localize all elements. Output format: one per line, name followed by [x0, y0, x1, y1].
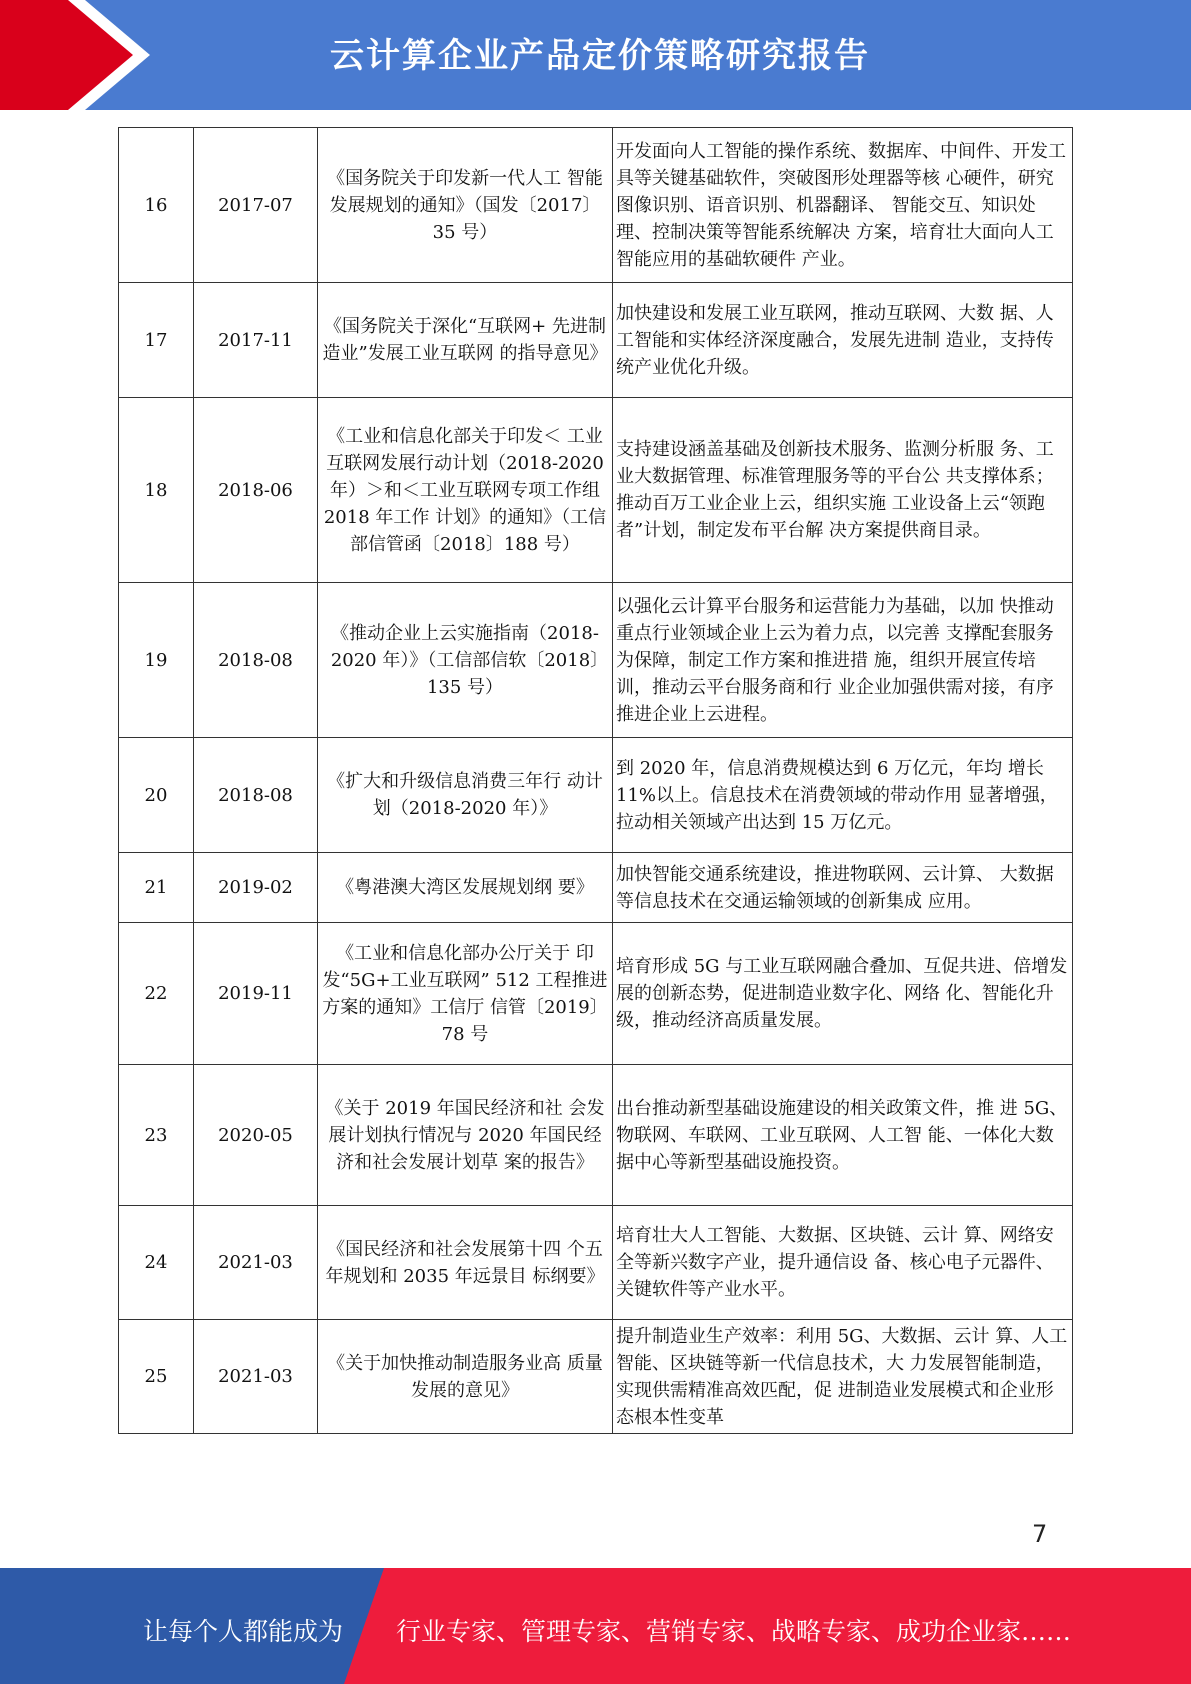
row-date: 2019-11	[194, 923, 318, 1065]
row-document: 《关于 2019 年国民经济和社 会发展计划执行情况与 2020 年国民经济和社会发展计划草 案的报告》	[318, 1065, 613, 1206]
row-content: 培育壮大人工智能、大数据、区块链、云计 算、网络安全等新兴数字产业，提升通信设 备、核心电子元器件、关键软件等产业水平。	[613, 1206, 1073, 1320]
row-date: 2019-02	[194, 853, 318, 923]
row-document: 《工业和信息化部关于印发＜ 工业互联网发展行动计划（2018-2020 年）＞和＜工业互联网专项工作组 2018 年工作 计划》的通知》（工信部信管函〔2018〕188 号）	[318, 398, 613, 583]
row-number: 19	[119, 583, 194, 738]
row-date: 2017-07	[194, 128, 318, 283]
page-number: 7	[1032, 1520, 1048, 1548]
page-header	[0, 0, 1191, 110]
row-number: 18	[119, 398, 194, 583]
row-date: 2017-11	[194, 283, 318, 398]
row-date: 2018-08	[194, 738, 318, 853]
row-number: 25	[119, 1320, 194, 1434]
row-date: 2021-03	[194, 1320, 318, 1434]
table-row	[119, 398, 1073, 583]
row-content: 加快智能交通系统建设，推进物联网、云计算、 大数据等信息技术在交通运输领域的创新集成 应用。	[613, 853, 1073, 923]
row-document: 《粤港澳大湾区发展规划纲 要》	[318, 853, 613, 923]
table-row	[119, 853, 1073, 923]
table-row	[119, 923, 1073, 1065]
row-content: 出台推动新型基础设施建设的相关政策文件，推 进 5G、物联网、车联网、工业互联网、人工智 能、一体化大数据中心等新型基础设施投资。	[613, 1065, 1073, 1206]
row-document: 《扩大和升级信息消费三年行 动计划（2018-2020 年）》	[318, 738, 613, 853]
page-footer	[0, 1568, 1191, 1684]
row-document: 《国民经济和社会发展第十四 个五年规划和 2035 年远景目 标纲要》	[318, 1206, 613, 1320]
table-row	[119, 128, 1073, 283]
row-date: 2020-05	[194, 1065, 318, 1206]
row-document: 《推动企业上云实施指南（2018-2020 年）》（工信部信软〔2018〕 135 号）	[318, 583, 613, 738]
row-content: 开发面向人工智能的操作系统、数据库、中间件、开发工具等关键基础软件，突破图形处理器等核 心硬件，研究图像识别、语音识别、机器翻译、 智能交互、知识处理、控制决策等智能系统解决 方案，培育壮大面向人工智能应用的基础软硬件 产业。	[613, 128, 1073, 283]
table-row	[119, 1206, 1073, 1320]
footer-slogan-right: 行业专家、管理专家、营销专家、战略专家、成功企业家……	[396, 1617, 1072, 1646]
table-row	[119, 583, 1073, 738]
table-row	[119, 1065, 1073, 1206]
row-content: 到 2020 年，信息消费规模达到 6 万亿元，年均 增长 11%以上。信息技术在消费领域的带动作用 显著增强，拉动相关领域产出达到 15 万亿元。	[613, 738, 1073, 853]
row-date: 2021-03	[194, 1206, 318, 1320]
row-content: 提升制造业生产效率：利用 5G、大数据、云计 算、人工智能、区块链等新一代信息技术，大 力发展智能制造，实现供需精准高效匹配，促 进制造业发展模式和企业形态根本性变革	[613, 1320, 1073, 1434]
row-document: 《工业和信息化部办公厅关于 印发“5G+工业互联网” 512 工程推进方案的通知》工信厅 信管〔2019〕 78 号	[318, 923, 613, 1065]
row-number: 16	[119, 128, 194, 283]
row-content: 加快建设和发展工业互联网，推动互联网、大数 据、人工智能和实体经济深度融合，发展先进制 造业，支持传统产业优化升级。	[613, 283, 1073, 398]
row-date: 2018-06	[194, 398, 318, 583]
row-number: 20	[119, 738, 194, 853]
row-content: 支持建设涵盖基础及创新技术服务、监测分析服 务、工业大数据管理、标准管理服务等的平台公 共支撑体系；推动百万工业企业上云，组织实施 工业设备上云“领跑者”计划，制定发布平台解 决方案提供商目录。	[613, 398, 1073, 583]
row-content: 以强化云计算平台服务和运营能力为基础，以加 快推动重点行业领域企业上云为着力点，以完善 支撑配套服务为保障，制定工作方案和推进措 施，组织开展宣传培训，推动云平台服务商和行 业企业加强供需对接，有序推进企业上云进程。	[613, 583, 1073, 738]
table-row	[119, 283, 1073, 398]
row-content: 培育形成 5G 与工业互联网融合叠加、互促共进、倍增发展的创新态势，促进制造业数字化、网络 化、智能化升级，推动经济高质量发展。	[613, 923, 1073, 1065]
table-row	[119, 738, 1073, 853]
row-document: 《关于加快推动制造服务业高 质量发展的意见》	[318, 1320, 613, 1434]
row-number: 23	[119, 1065, 194, 1206]
policy-table	[118, 127, 1073, 1434]
row-document: 《国务院关于印发新一代人工 智能发展规划的通知》（国发〔2017〕 35 号）	[318, 128, 613, 283]
row-number: 17	[119, 283, 194, 398]
footer-slogan-left: 让每个人都能成为	[143, 1617, 344, 1646]
row-number: 21	[119, 853, 194, 923]
row-number: 22	[119, 923, 194, 1065]
row-date: 2018-08	[194, 583, 318, 738]
row-number: 24	[119, 1206, 194, 1320]
table-row	[119, 1320, 1073, 1434]
row-document: 《国务院关于深化“互联网+ 先进制造业”发展工业互联网 的指导意见》	[318, 283, 613, 398]
report-title: 云计算企业产品定价策略研究报告	[330, 36, 870, 76]
